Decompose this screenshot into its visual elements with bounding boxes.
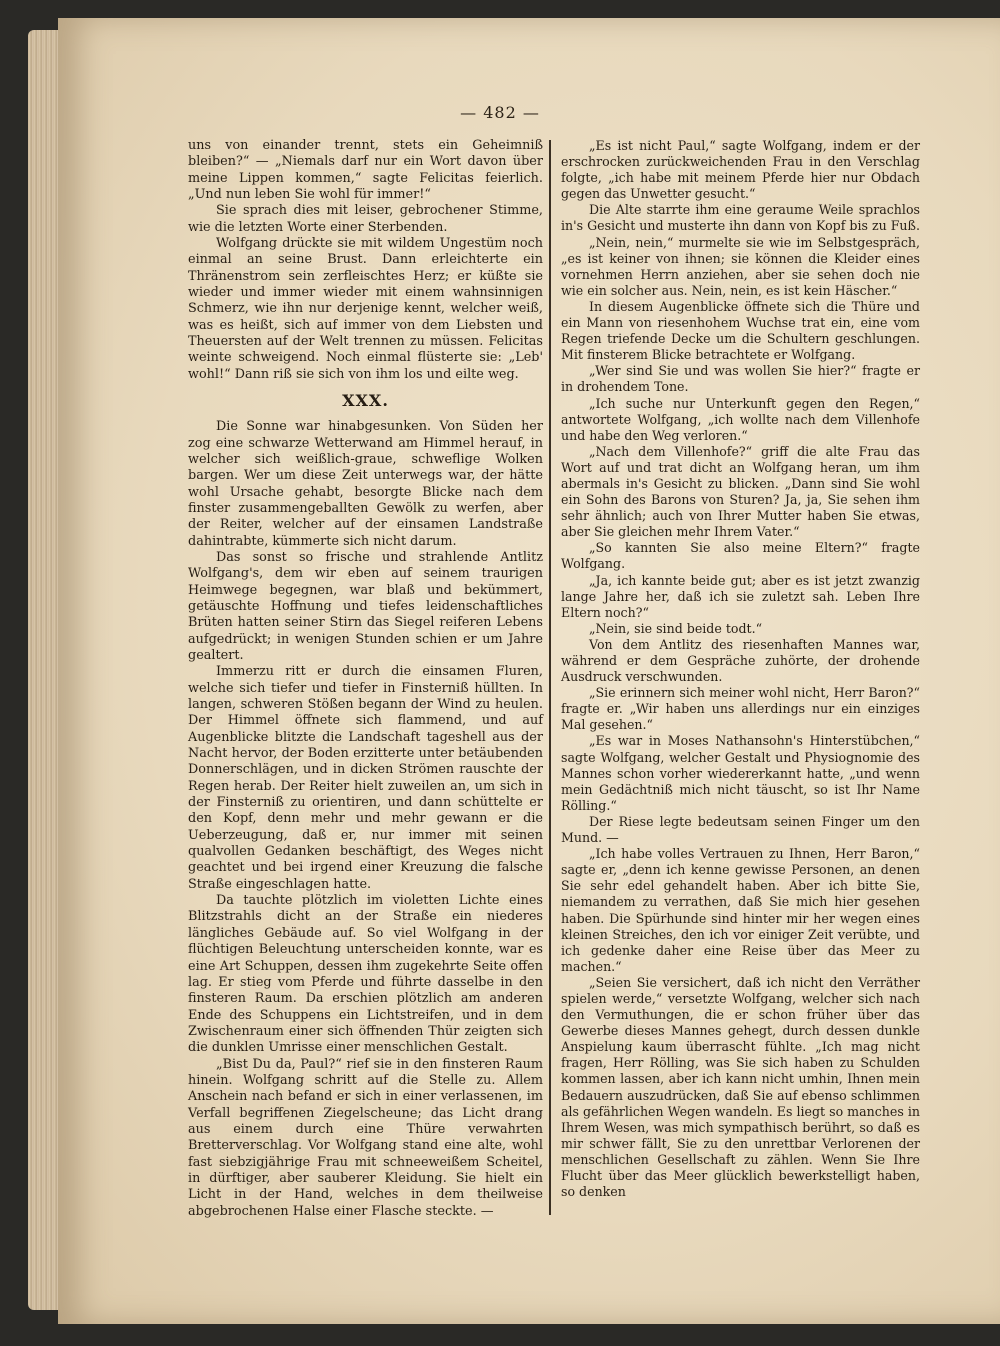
paragraph: „Es ist nicht Paul,“ sagte Wolfgang, indem er der erschrocken zurückweichenden Frau in den Verschlag folgte, „ich habe mit meinem Pferde hier nur Obdach gegen das Unwetter gesucht.“ — [561, 138, 920, 202]
paragraph: Der Riese legte bedeutsam seinen Finger um den Mund. — — [561, 813, 920, 846]
left-column — [188, 138, 543, 1220]
right-column — [561, 138, 920, 1200]
paragraph: „Ich suche nur Unterkunft gegen den Regen,“ antwortete Wolfgang, „ich wollte nach dem Villenhofe und habe den Weg verloren.“ — [561, 395, 920, 443]
paragraph: Von dem Antlitz des riesenhaften Mannes war, während er dem Gespräche zuhörte, der drohende Ausdruck verschwunden. — [561, 636, 920, 685]
paragraph: Das sonst so frische und strahlende Antlitz Wolfgang's, dem wir eben auf seinem traurigen Heimwege begegnen, war blaß und bekümmert, getäuschte Hoffnung und tiefes leidenschaftliches Brüten hatten seiner Stirn das Siegel reiferen Lebens aufgedrückt; in wenigen Stunden schien er um Jahre gealtert. — [188, 549, 543, 663]
paragraph: uns von einander trennt, stets ein Geheimniß bleiben?“ — „Niemals darf nur ein Wort davon über meine Lippen kommen,“ sagte Felicitas feierlich. „Und nun leben Sie wohl für immer!“ — [188, 138, 543, 203]
paragraph: „Bist Du da, Paul?“ rief sie in den finsteren Raum hinein. Wolfgang schritt auf die Stelle zu. Allem Anschein nach befand er sich in einer verlassenen, im Verfall begriffenen Ziegelscheune; das Licht drang aus einem durch eine Thüre verwahrten Bretterverschlag. Vor Wolfgang stand eine alte, wohl fast siebzigjährige Frau mit schneeweißem Scheitel, in dürftiger, aber sauberer Kleidung. Sie hielt ein Licht in der Hand, welches in dem theilweise abgebrochenen Halse einer Flasche steckte. — — [188, 1056, 543, 1219]
paragraph: Die Alte starrte ihm eine geraume Weile sprachlos in's Gesicht und musterte ihn dann von Kopf bis zu Fuß. — [561, 202, 920, 234]
paragraph: Da tauchte plötzlich im violetten Lichte eines Blitzstrahls dicht an der Straße ein niederes längliches Gebäude auf. So viel Wolfgang in der flüchtigen Beleuchtung unterscheiden konnte, war es eine Art Schuppen, dessen ihm zugekehrte Seite offen lag. Er stieg vom Pferde und führte dasselbe in den finsteren Raum. Da erschien plötzlich am anderen Ende des Schuppens ein Lichtstreifen, und in dem Zwischenraum einer sich öffnenden Thür zeigten sich die dunklen Umrisse einer menschlichen Gestalt. — [188, 893, 543, 1056]
paragraph: „Seien Sie versichert, daß ich nicht den Verräther spielen werde,“ versetzte Wolfgang, welcher sich nach den Vermuthungen, die er schon früher über das Gewerbe dieses Mannes gehegt, durch dessen dunkle Anspielung kaum überrascht fühlte. „Ich mag nicht fragen, Herr Rölling, was Sie sich haben zu Schulden kommen lassen, aber ich kann nicht umhin, Ihnen mein Bedauern auszudrücken, daß Sie auf ebenso schlimmen als gefährlichen Wegen wandeln. Es liegt so manches in Ihrem Wesen, was mich sympathisch berührt, so daß es mir schwer fällt, Sie zu den unrettbar Verlorenen der menschlichen Gesellschaft zu zählen. Wenn Sie Ihre Flucht über das Meer glücklich bewerkstelligt haben, so denken — [561, 974, 920, 1200]
paragraph: „Wer sind Sie und was wollen Sie hier?“ fragte er in drohendem Tone. — [561, 363, 920, 395]
paragraph: „Sie erinnern sich meiner wohl nicht, Herr Baron?“ fragte er. „Wir haben uns allerdings nur ein einziges Mal gesehen.“ — [561, 685, 920, 733]
paragraph: Immerzu ritt er durch die einsamen Fluren, welche sich tiefer und tiefer in Finsterniß hüllten. In langen, schweren Stößen begann der Wind zu heulen. Der Himmel öffnete sich flammend, und auf Augenblicke blitzte die Landschaft tageshell aus der Nacht hervor, der Boden erzitterte unter betäubenden Donnerschlägen, und in dicken Strömen rauschte der Regen herab. Der Reiter hielt zuweilen an, um sich in der Finsterniß zu orientiren, und dann schüttelte er den Kopf, denn mehr und mehr gewann er die Ueberzeugung, daß er, nur immer mit seinen qualvollen Gedanken beschäftigt, des Weges nicht geachtet und bei irgend einer Kreuzung die falsche Straße eingeschlagen hatte. — [188, 664, 543, 892]
paragraph: Sie sprach dies mit leiser, gebrochener Stimme, wie die letzten Worte einer Sterbenden. — [188, 203, 543, 235]
column-divider — [549, 140, 551, 1215]
paragraph: „Ich habe volles Vertrauen zu Ihnen, Herr Baron,“ sagte er, „denn ich kenne gewisse Personen, an denen Sie sehr edel gehandelt haben. Aber ich bitte Sie, niemandem zu verrathen, daß Sie mich hier gesehen haben. Die Spürhunde sind hinter mir her wegen eines kleinen Streiches, den ich vor einiger Zeit verübte, und ich gedenke daher eine Reise über das Meer zu machen.“ — [561, 846, 920, 974]
paragraph: In diesem Augenblicke öffnete sich die Thüre und ein Mann von riesenhohem Wuchse trat ein, eine vom Regen triefende Decke um die Schultern geschlungen. Mit finsterem Blicke betrachtete er Wolfgang. — [561, 298, 920, 363]
paragraph: „Es war in Moses Nathansohn's Hinterstübchen,“ sagte Wolfgang, welcher Gestalt und Physiognomie des Mannes schon vorher wiedererkannt hatte, „und wenn mein Gedächtniß mich nicht täuscht, so ist Ihr Name Rölling.“ — [561, 733, 920, 813]
paragraph: „Nein, sie sind beide todt.“ — [589, 620, 763, 636]
paragraph: Wolfgang drückte sie mit wildem Ungestüm noch einmal an seine Brust. Dann erleichterte ein Thränenstrom sein zerfleischtes Herz; er küßte sie wieder und immer wieder mit einem wahnsinnigen Schmerz, wie ihn nur derjenige kennt, welcher weiß, was es heißt, sich auf immer von dem Liebsten und Theuersten auf der Welt trennen zu müssen. Felicitas weinte schweigend. Noch einmal flüsterte sie: „Leb' wohl!“ Dann riß sie sich von ihm los und eilte weg. — [188, 236, 543, 382]
paragraph: „So kannten Sie also meine Eltern?“ fragte Wolfgang. — [561, 540, 920, 572]
paragraph: „Nach dem Villenhofe?“ griff die alte Frau das Wort auf und trat dicht an Wolfgang heran, um ihm abermals in's Gesicht zu blicken. „Dann sind Sie wohl ein Sohn des Barons von Sturen? Ja, ja, Sie sehen ihm sehr ähnlich; auch von Ihrer Mutter haben Sie etwas, aber Sie gleichen mehr Ihrem Vater.“ — [561, 443, 920, 540]
chapter-heading: XXX. — [342, 391, 389, 411]
paragraph: „Ja, ich kannte beide gut; aber es ist jetzt zwanzig lange Jahre her, daß ich sie zuletzt sah. Leben Ihre Eltern noch?“ — [561, 572, 920, 620]
paragraph: „Nein, nein,“ murmelte sie wie im Selbstgespräch, „es ist keiner von ihnen; sie können die Kleider eines vornehmen Herrn anziehen, aber sie sehen doch nie wie ein solcher aus. Nein, nein, es ist kein Häscher.“ — [561, 234, 920, 298]
paragraph: Die Sonne war hinabgesunken. Von Süden her zog eine schwarze Wetterwand am Himmel herauf, in welcher sich weißlich-graue, schweflige Wolken bargen. Wer um diese Zeit unterwegs war, der hätte wohl Ursache gehabt, besorgte Blicke nach dem finster zusammengeballten Gewölk zu werfen, aber der Reiter, welcher auf der einsamen Landstraße dahintrabte, kümmerte sich nicht darum. — [188, 419, 543, 549]
page-number: — 482 — — [460, 103, 540, 122]
